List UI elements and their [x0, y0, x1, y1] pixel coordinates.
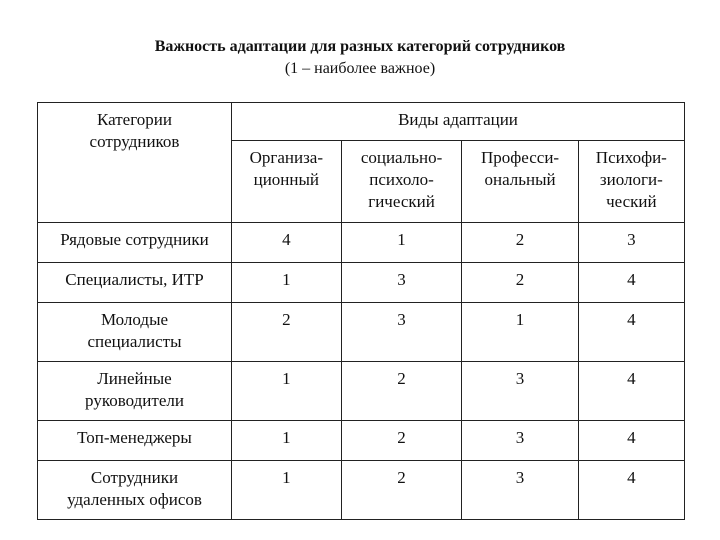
table-row [38, 362, 685, 421]
row-label: Специалисты, ИТР [38, 263, 232, 303]
header-organizational [232, 141, 342, 223]
cell-value: 1 [341, 223, 462, 263]
cell-value: 1 [232, 461, 342, 520]
cell-value: 3 [462, 362, 578, 421]
row-label [38, 362, 232, 421]
row-label-line: Линейные [97, 369, 172, 388]
cell-value: 3 [462, 421, 578, 461]
cell-value: 4 [578, 421, 684, 461]
cell-value: 2 [341, 421, 462, 461]
row-label: Топ-менеджеры [38, 421, 232, 461]
cell-value: 3 [578, 223, 684, 263]
header-categories-line: Категории [97, 110, 172, 129]
cell-value: 4 [578, 263, 684, 303]
table-row [38, 461, 685, 520]
header-line: Организа- [249, 148, 324, 167]
row-label [38, 303, 232, 362]
cell-value: 4 [578, 362, 684, 421]
row-label-line: руководители [85, 391, 184, 410]
cell-value: 1 [232, 421, 342, 461]
row-label: Рядовые сотрудники [38, 223, 232, 263]
adaptation-table [37, 102, 685, 520]
cell-value: 2 [232, 303, 342, 362]
cell-value: 1 [232, 362, 342, 421]
header-line: Психофи- [595, 148, 667, 167]
cell-value: 2 [462, 223, 578, 263]
cell-value: 3 [462, 461, 578, 520]
cell-value: 4 [578, 303, 684, 362]
header-line: ционный [253, 170, 320, 189]
header-psychophysiological [578, 141, 684, 223]
header-line: Професси- [480, 148, 560, 167]
header-line: психоло- [369, 170, 434, 189]
cell-value: 3 [341, 303, 462, 362]
header-socio-psychological [341, 141, 462, 223]
cell-value: 1 [462, 303, 578, 362]
table-row [38, 263, 685, 303]
cell-value: 2 [341, 362, 462, 421]
table-row [38, 303, 685, 362]
title-line-2: (1 – наиболее важное) [284, 60, 436, 77]
header-line: ческий [606, 192, 657, 211]
cell-value: 4 [578, 461, 684, 520]
table-row [38, 223, 685, 263]
cell-value: 2 [462, 263, 578, 303]
row-label-line: удаленных офисов [67, 490, 202, 509]
header-categories-line: сотрудников [89, 132, 180, 151]
header-line: социально- [360, 148, 443, 167]
title-line-1: Важность адаптации для разных категорий сотрудников [154, 38, 566, 55]
header-adaptation-types: Виды адаптации [232, 103, 685, 141]
cell-value: 3 [341, 263, 462, 303]
header-categories [38, 103, 232, 223]
cell-value: 4 [232, 223, 342, 263]
row-label-line: специалисты [87, 332, 182, 351]
row-label-line: Молодые [100, 310, 169, 329]
header-line: ональный [484, 170, 556, 189]
page-title [0, 36, 720, 80]
header-professional [462, 141, 578, 223]
row-label [38, 461, 232, 520]
cell-value: 1 [232, 263, 342, 303]
table-row [38, 421, 685, 461]
cell-value: 2 [341, 461, 462, 520]
header-line: зиологи- [599, 170, 663, 189]
row-label-line: Сотрудники [90, 468, 179, 487]
header-line: гический [368, 192, 435, 211]
